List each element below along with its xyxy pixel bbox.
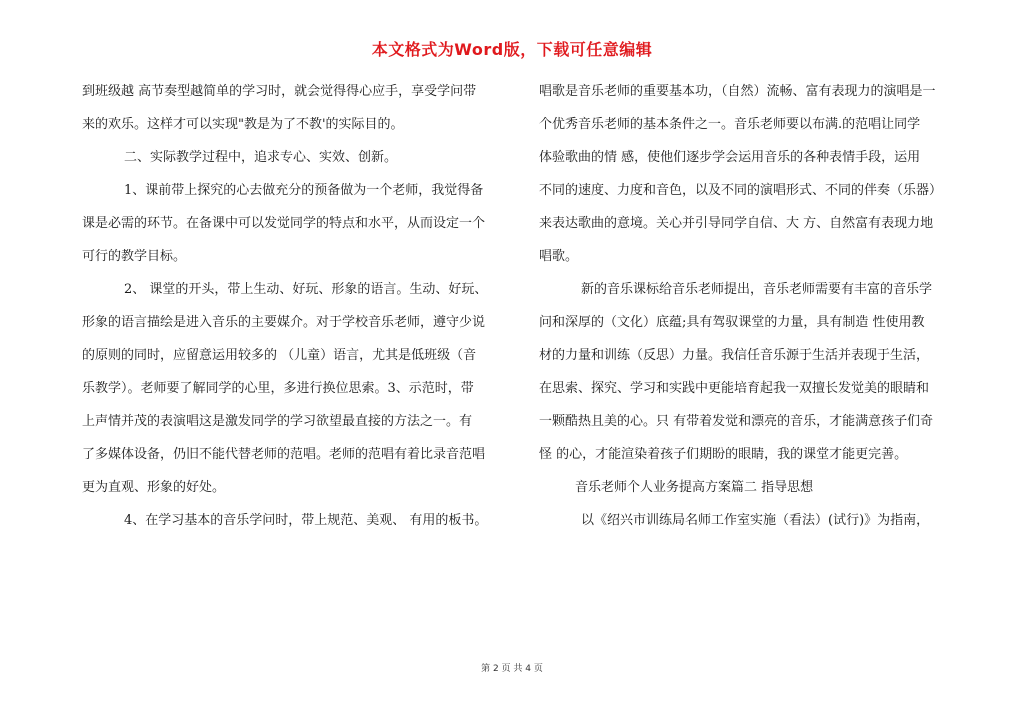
text-line: 来表达歌曲的意境。关心并引导同学自信、大 方、自然富有表现力地 <box>539 216 934 231</box>
right-column <box>539 82 971 544</box>
text-line: 可行的教学目标。 <box>82 249 187 264</box>
text-line: 课是必需的环节。在备课中可以发觉同学的特点和水平，从而设定一个 <box>82 216 486 231</box>
text-line: 怪 的心，才能渲染着孩子们期盼的眼睛，我的课堂才能更完善。 <box>539 447 908 462</box>
text-line: 问和深厚的（文化）底蕴;具有驾驭课堂的力量，具有制造 性使用教 <box>539 315 925 330</box>
text-line: 音乐老师个人业务提高方案篇二 指导思想 <box>575 480 814 495</box>
page-number: 第 2 页 共 4 页 <box>481 664 543 674</box>
text-line: 形象的语言描绘是进入音乐的主要媒介。对于学校音乐老师，遵守少说 <box>82 315 486 330</box>
text-line: 了多媒体设备，仍旧不能代替老师的范唱。老师的范唱有着比录音范唱 <box>82 447 486 462</box>
text-line: 唱歌是音乐老师的重要基本功，（自然）流畅、富有表现力的演唱是一 <box>539 84 936 99</box>
text-line: 体验歌曲的情 感，使他们逐步学会运用音乐的各种表情手段，运用 <box>539 150 921 165</box>
text-line: 二、实际教学过程中，追求专心、实效、创新。 <box>124 150 398 165</box>
text-line: 材的力量和训练（反思）力量。我信任音乐源于生活并表现于生活， <box>539 348 930 363</box>
text-line: 唱歌。 <box>539 249 579 264</box>
text-line: 在思索、探究、学习和实践中更能培育起我一双擅长发觉美的眼睛和 <box>539 381 930 396</box>
text-line: 不同的速度、力度和音色，以及不同的演唱形式、不同的伴奏（乐器） <box>539 183 943 198</box>
text-line: 上声情并茂的表演唱这是激发同学的学习欲望最直接的方法之一。有 <box>82 414 473 429</box>
text-line: 个优秀音乐老师的基本条件之一。音乐老师要以布满.的范唱让同学 <box>539 117 921 132</box>
text-line: 更为直观、形象的好处。 <box>82 480 226 495</box>
text-line: 的原则的同时，应留意运用较多的 （儿童）语言，尤其是低班级（音 <box>82 348 477 363</box>
text-line: 以《绍兴市训练局名师工作室实施（看法）(试行)》为指南， <box>581 513 930 528</box>
text-line: 1、课前带上探究的心去做充分的预备做为一个老师，我觉得备 <box>124 183 484 198</box>
text-line: 4、在学习基本的音乐学问时，带上规范、美观、 有用的板书。 <box>124 513 488 528</box>
text-line: 新的音乐课标给音乐老师提出，音乐老师需要有丰富的音乐学 <box>581 282 933 297</box>
text-line: 一颗酷热且美的心。只 有带着发觉和漂亮的音乐，才能满意孩子们奇 <box>539 414 934 429</box>
text-line: 乐教学）。老师要了解同学的心里，多进行换位思索。3、示范时，带 <box>82 381 474 396</box>
text-line: 到班级越 高节奏型越简单的学习时，就会觉得得心应手，享受学问带 <box>82 84 477 99</box>
text-line: 2、 课堂的开头，带上生动、好玩、形象的语言。生动、好玩、 <box>124 282 488 297</box>
text-line: 来的欢乐。这样才可以实现"教是为了不教'的实际目的。 <box>82 117 404 132</box>
download-banner: 本文格式为Word版，下载可任意编辑 <box>371 40 653 59</box>
left-column <box>82 82 517 544</box>
